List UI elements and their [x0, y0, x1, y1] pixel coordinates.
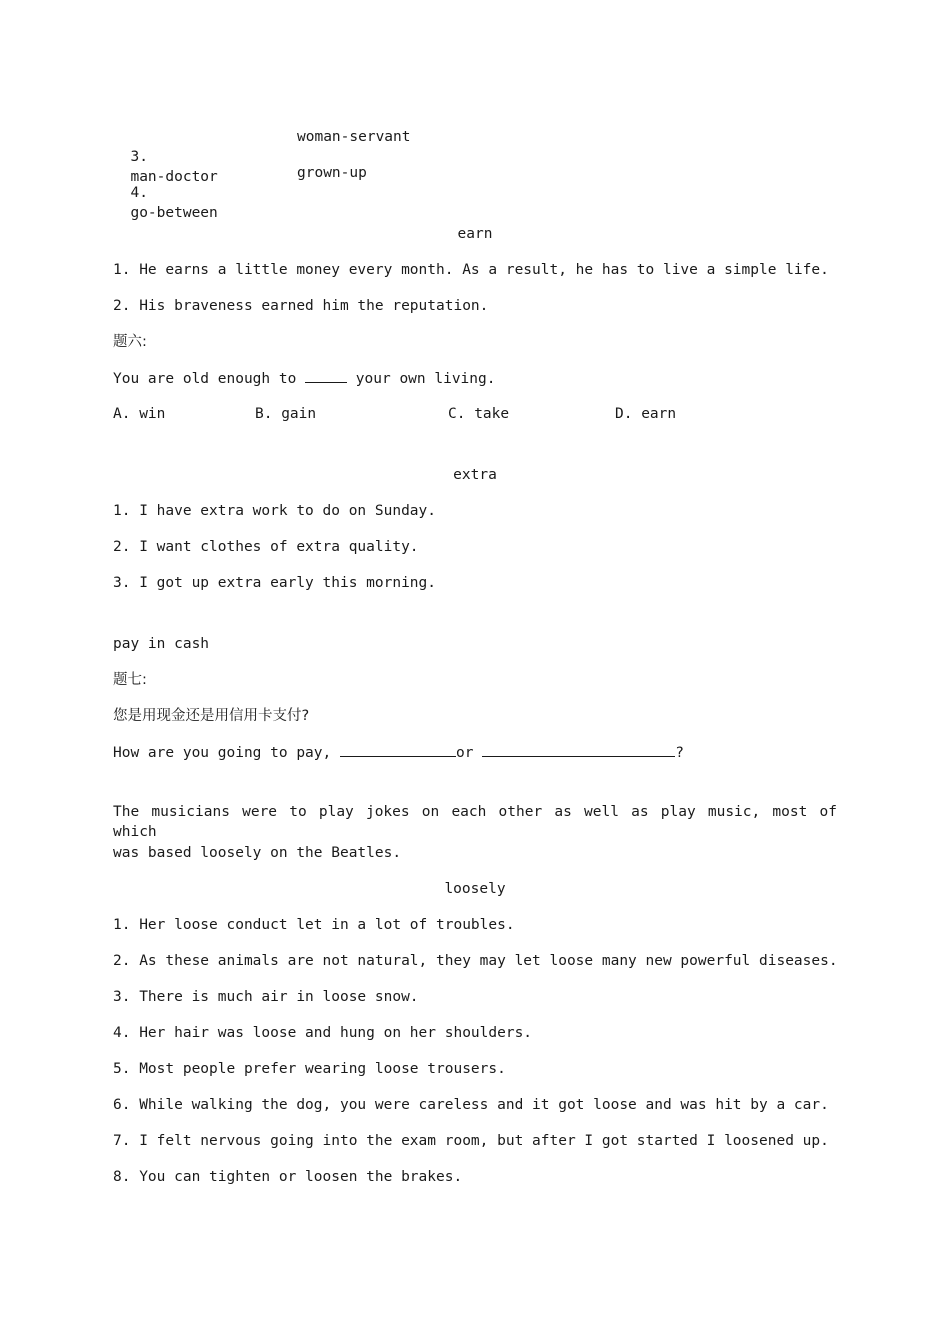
item-number: 3. — [130, 149, 148, 165]
example-sentence: 1. He earns a little money every month. As a result, he has to live a simple life. — [113, 262, 829, 278]
example-sentence: 4. Her hair was loose and hung on her shoulders. — [113, 1025, 533, 1041]
stem-text: or — [455, 745, 483, 761]
stem-text: You are old enough to — [113, 371, 306, 387]
example-sentence: 2. As these animals are not natural, they may let loose many new powerful diseases. — [113, 953, 838, 969]
example-sentence: 2. I want clothes of extra quality. — [113, 539, 419, 555]
phrase-heading: pay in cash — [113, 636, 210, 652]
question-stem — [113, 368, 495, 389]
compound-word: go-between — [130, 205, 218, 221]
example-sentence: 3. There is much air in loose snow. — [113, 989, 419, 1005]
compound-word: woman-servant — [297, 129, 411, 145]
answer-blank — [482, 742, 675, 757]
section-heading-loosely: loosely — [444, 881, 506, 897]
option-d: D. earn — [615, 406, 677, 422]
chinese-prompt: 您是用现金还是用信用卡支付? — [113, 708, 310, 724]
passage-line: was based loosely on the Beatles. — [113, 845, 402, 861]
question-stem — [113, 742, 684, 763]
answer-blank — [305, 368, 347, 383]
answer-blank — [340, 742, 456, 757]
option-b: B. gain — [255, 406, 317, 422]
example-sentence: 8. You can tighten or loosen the brakes. — [113, 1169, 463, 1185]
stem-text: your own living. — [347, 371, 496, 387]
item-number: 4. — [130, 185, 148, 201]
compound-word: man-doctor — [130, 169, 218, 185]
example-sentence: 1. I have extra work to do on Sunday. — [113, 503, 437, 519]
example-sentence: 6. While walking the dog, you were careless and it got loose and was hit by a car. — [113, 1097, 829, 1113]
compound-row — [113, 163, 218, 223]
example-sentence: 5. Most people prefer wearing loose trousers. — [113, 1061, 506, 1077]
compound-word: grown-up — [297, 165, 367, 181]
example-sentence: 2. His braveness earned him the reputation. — [113, 298, 489, 314]
question-label: 题七: — [113, 672, 147, 688]
stem-text: ? — [675, 745, 684, 761]
example-sentence: 7. I felt nervous going into the exam room, but after I got started I loosened up. — [113, 1133, 829, 1149]
example-sentence: 1. Her loose conduct let in a lot of troubles. — [113, 917, 515, 933]
passage-line: The musicians were to play jokes on each other as well as play music, most of which — [113, 804, 837, 840]
stem-text: How are you going to pay, — [113, 745, 340, 761]
option-c: C. take — [448, 406, 510, 422]
question-label: 题六: — [113, 334, 147, 350]
section-heading-earn: earn — [457, 226, 493, 242]
option-a: A. win — [113, 406, 166, 422]
example-sentence: 3. I got up extra early this morning. — [113, 575, 437, 591]
section-heading-extra: extra — [453, 467, 497, 483]
